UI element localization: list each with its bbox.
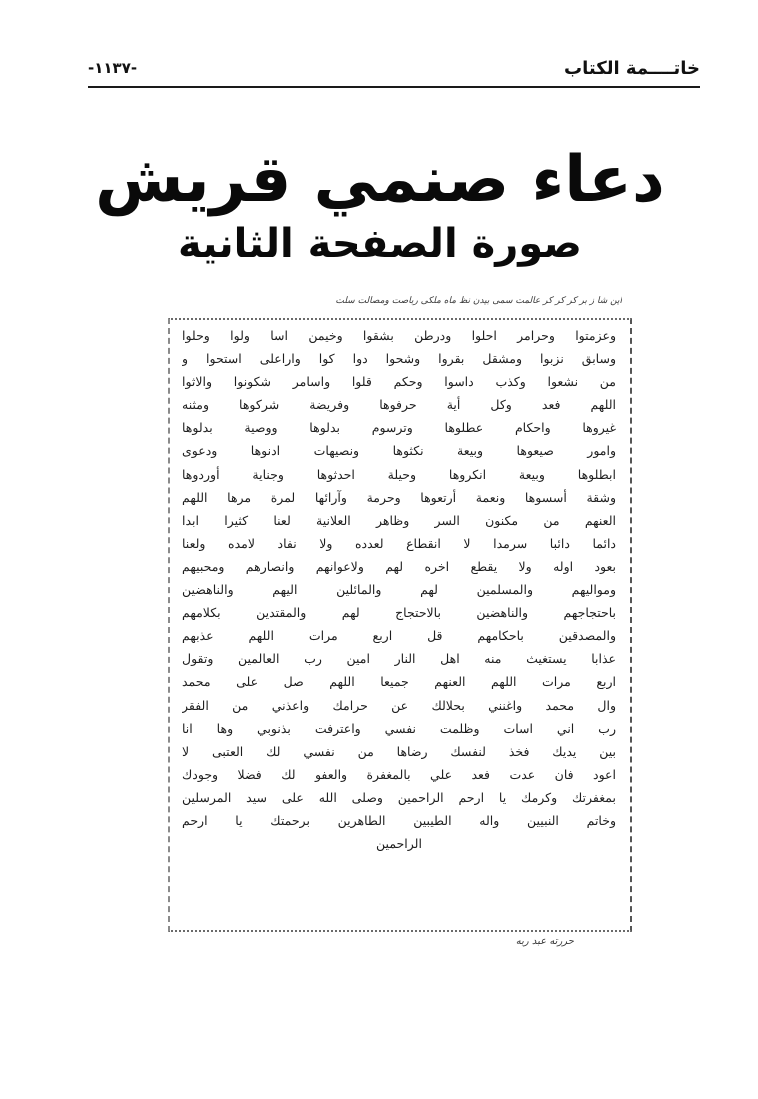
- manuscript-line: من نشعوا وكذب داسوا وحكم قلوا واسامر شكونوا والاثوا: [182, 374, 616, 390]
- page-subtitle: صورة الصفحة الثانية: [178, 221, 582, 267]
- manuscript-line: اعود فان عدت فعد علي بالمغفرة والعفو لك فضلا وجودك: [182, 766, 616, 782]
- manuscript-line: بعود اوله ولا يقطع اخره لهم ولاعوانهم وانصارهم ومحبيهم: [182, 558, 616, 574]
- manuscript-line: اللهم فعد وكل أية حرفوها وفريضة شركوها ومثنه: [182, 397, 616, 413]
- manuscript-line: وامور صيعوها وبيعة نكثوها ونصيهات ادنوها ودعوى: [182, 443, 616, 459]
- manuscript-line: غيروها واحكام عطلوها وترسوم بدلوها ووصية بدلوها: [182, 420, 616, 436]
- manuscript-line: العنهم من مكنون السر وظاهر العلانية لعنا كثيرا ابدا: [182, 512, 616, 528]
- page-number: -١١٣٧-: [88, 59, 138, 77]
- manuscript-line: وسابق نزبوا ومشقل بقروا وشحوا دوا كوا واراعلى استحوا و: [182, 351, 616, 367]
- manuscript-line: اربع مرات اللهم العنهم جميعا اللهم صل على محمد: [182, 674, 616, 690]
- manuscript-line: الراحمين: [376, 836, 422, 852]
- manuscript-line: بين يديك فخذ لنفسك رضاها من نفسي لك العتبى لا: [182, 743, 616, 759]
- manuscript-top-note: اين شا ز بر کر کر کر عالمت سمی بیدن نظ ماه ملكی رباصت ومصالت سلت: [335, 296, 622, 306]
- manuscript-line: ابطلوها وبيعة انكروها وحيلة احدثوها وجناية أوردوها: [182, 466, 616, 482]
- manuscript-image: [168, 296, 630, 976]
- manuscript-line: دائما دائبا سرمدا لا انقطاع لعدده ولا نفاد لامده ولعنا: [182, 535, 616, 551]
- page-header: [88, 58, 700, 80]
- page-title: دعاء صنمي قريش: [95, 143, 665, 217]
- manuscript-line: بمغفرتك وكرمك يا ارحم الراحمين وصلى الله على سيد المرسلين: [182, 789, 616, 805]
- manuscript-line: وخاتم النبيين واله الطيبين الطاهرين برحمتك يا ارحم: [182, 812, 616, 828]
- header-divider: [88, 86, 700, 88]
- manuscript-line: والمصدقين باحكامهم قل اربع مرات اللهم عذبهم: [182, 628, 616, 644]
- manuscript-line: وشقة أسسوها ونعمة أرتعوها وحرمة وآرائها لمرة مرها اللهم: [182, 489, 616, 505]
- book-title: خاتــــمة الكتاب: [564, 58, 700, 79]
- manuscript-line: وعزمتوا وحرامر احلوا ودرطن بشقوا وخيمن اسا ولوا وحلوا: [182, 328, 616, 343]
- manuscript-line: رب اني اسات وظلمت نفسي واعترفت بذنوبي وها انا: [182, 720, 616, 736]
- manuscript-line: ومواليهم والمسلمين لهم والمائلين اليهم والناهضين: [182, 582, 616, 598]
- manuscript-text: [182, 324, 616, 855]
- manuscript-bottom-note: حررته عبد ربه: [515, 936, 574, 947]
- manuscript-line: وال محمد واغنني بحلالك عن حرامك واعذني من الفقر: [182, 697, 616, 713]
- manuscript-line: عذابا يستغيث منه اهل النار امين رب العالمين وتقول: [182, 651, 616, 667]
- manuscript-line: باحتجاجهم والناهضين بالاحتجاج لهم والمقتدين بكلامهم: [182, 605, 616, 621]
